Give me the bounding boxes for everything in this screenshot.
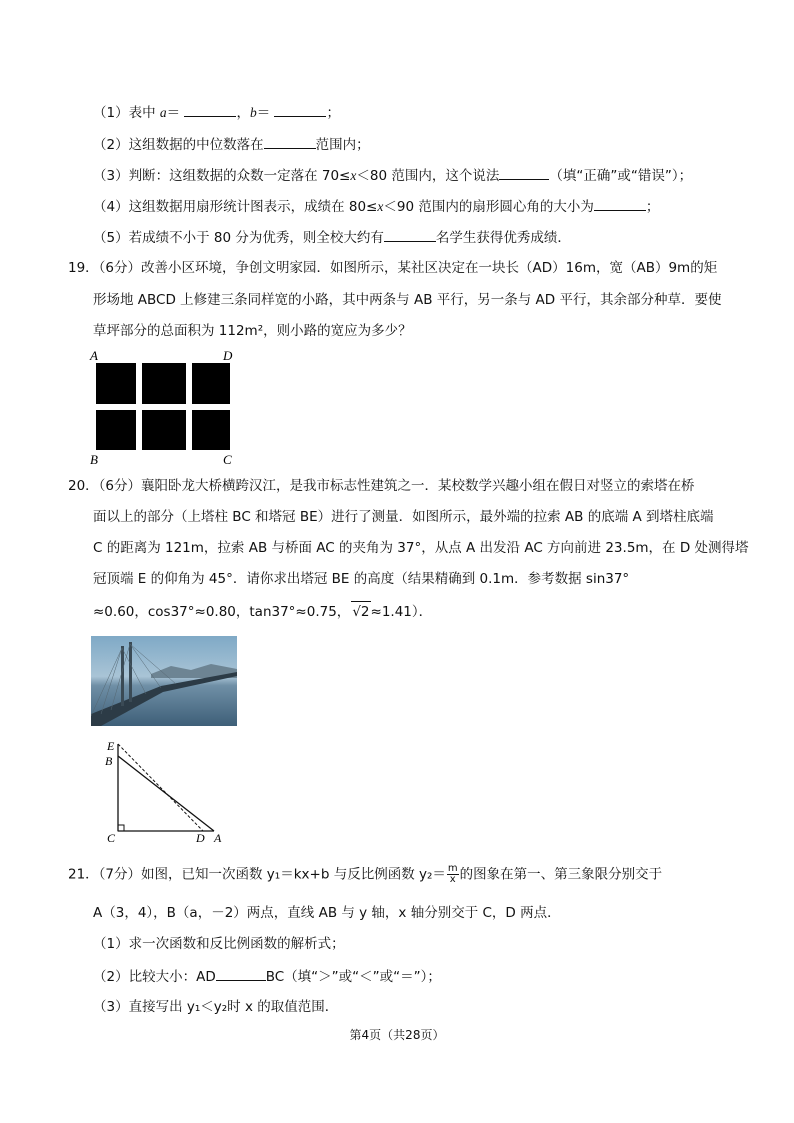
q19-line: 形场地 ABCD 上修建三条同样宽的小路，其中两条与 AB 平行，另一条与 AD 平行，其余部分种草．要使	[93, 292, 722, 308]
answer-blank[interactable]	[384, 227, 436, 242]
label-E: E	[107, 739, 115, 753]
answer-blank[interactable]	[274, 102, 326, 117]
label-A: A	[90, 348, 98, 363]
q18-item-4: （4）这组数据用扇形统计图表示，成绩在 80≤x＜90 范围内的扇形圆心角的大小为 ；	[93, 196, 659, 217]
fraction-m-over-x: $\frac{m}{x}$	[447, 863, 458, 885]
answer-blank[interactable]	[594, 196, 646, 211]
q21-line: A（3，4），B（a，－2）两点，直线 AB 与 y 轴，x 轴分别交于 C，D 两点．	[93, 905, 561, 921]
q20-line: ≈0.60，cos37°≈0.80，tan37°≈0.75， √2≈1.41）．	[93, 601, 432, 622]
q18-item-2: （2）这组数据的中位数落在 范围内；	[93, 134, 370, 155]
bridge-photo	[91, 636, 237, 726]
q18-item-1: （1）表中 a＝ ，b＝ ；	[93, 102, 340, 123]
triangle-figure	[100, 738, 230, 846]
q20-line: 面以上的部分（上塔柱 BC 和塔冠 BE）进行了测量．如图所示，最外端的拉索 AB 的底端 A 到塔柱底端	[93, 509, 714, 525]
answer-blank[interactable]	[264, 134, 316, 149]
q20-line: 冠顶端 E 的仰角为 45°．请你求出塔冠 BE 的高度（结果精确到 0.1m．参考数据 sin37°	[93, 571, 630, 587]
label-B: B	[90, 452, 98, 467]
label-C: C	[223, 452, 232, 467]
q18-item-5: （5）若成绩不小于 80 分为优秀，则全校大约有 名学生获得优秀成绩．	[93, 227, 571, 248]
label-D: D	[196, 831, 205, 845]
label-A: A	[214, 831, 222, 845]
label-D: D	[223, 348, 233, 363]
q21-item-1: （1）求一次函数和反比例函数的解析式；	[93, 936, 345, 952]
answer-blank[interactable]	[499, 165, 549, 180]
q19-line: 19．（6分）改善小区环境，争创文明家园．如图所示，某社区决定在一块长（AD）16m，宽（AB）9m的矩	[68, 260, 718, 276]
label-B: B	[105, 754, 113, 768]
page-footer: 第4页（共28页）	[349, 1028, 445, 1042]
q20-line: 20．（6分）襄阳卧龙大桥横跨汉江，是我市标志性建筑之一．某校数学兴趣小组在假日对竖立的索塔在桥	[68, 478, 695, 494]
q20-line: C 的距离为 121m，拉索 AB 与桥面 AC 的夹角为 37°，从点 A 出发沿 AC 方向前进 23.5m，在 D 处测得塔	[93, 540, 749, 556]
q18-item-3: （3）判断：这组数据的众数一定落在 70≤x＜80 范围内，这个说法 （填“正确”或“错误”）；	[93, 165, 692, 186]
sqrt-radicand: √2	[351, 601, 370, 622]
answer-blank[interactable]	[184, 102, 236, 117]
q19-line: 草坪部分的总面积为 112m²，则小路的宽应为多少？	[93, 323, 412, 339]
q21-item-3: （3）直接写出 y₁＜y₂时 x 的取值范围．	[93, 999, 339, 1015]
answer-blank[interactable]	[216, 966, 266, 981]
label-C: C	[107, 831, 116, 845]
q21-item-2: （2）比较大小：AD BC（填“＞”或“＜”或“＝”）；	[93, 966, 441, 987]
rectangle-field-figure	[86, 344, 246, 468]
q21-line: 21．（7分）如图，已知一次函数 y₁＝kx+b 与反比例函数 y₂＝ $\frac{m}{x}$ 的图象在第一、第三象限分别交于	[68, 863, 663, 885]
